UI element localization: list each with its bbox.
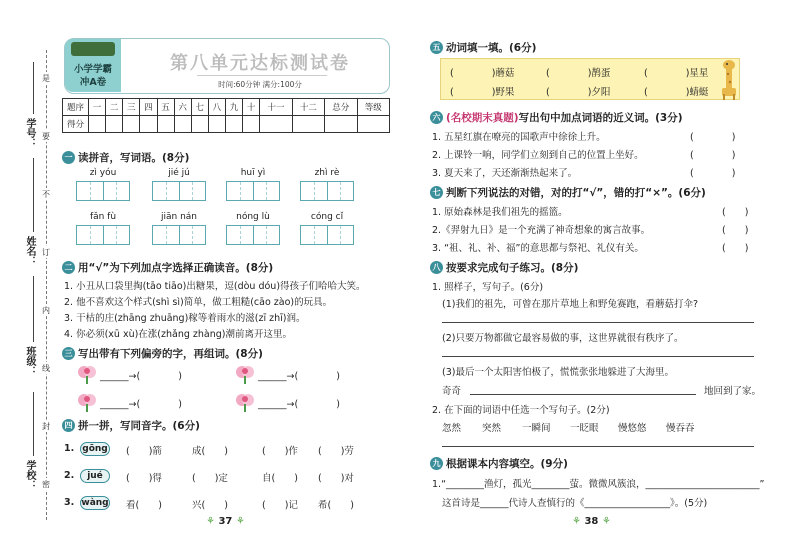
- pinyin: huī yì: [240, 168, 266, 178]
- question-item: 2.《羿射九日》是一个充满了神奇想象的寓言故事。: [432, 225, 651, 236]
- score-cell[interactable]: [243, 116, 260, 133]
- answer-line[interactable]: [442, 356, 754, 357]
- word-option: 突然: [482, 423, 502, 434]
- section-number-icon: 八: [430, 261, 443, 274]
- question-item: 1. 原始森林是我们祖先的摇篮。: [432, 207, 568, 218]
- answer-blank[interactable]: ( ): [690, 132, 736, 143]
- verb-blank[interactable]: ( )蜻蜓: [644, 87, 709, 98]
- table-cell: 题序: [63, 99, 89, 116]
- row-number: 3.: [64, 497, 75, 508]
- fold-mark: 内: [41, 306, 51, 314]
- pinyin: jiān nán: [160, 212, 197, 222]
- fold-mark: 密: [41, 480, 51, 488]
- question-item: 1. 五星红旗在嘹亮的国歌声中徐徐上升。: [432, 132, 606, 143]
- score-cell[interactable]: [208, 116, 225, 133]
- section-8-heading: [430, 260, 578, 275]
- score-cell[interactable]: [191, 116, 208, 133]
- radical-flower-icon: [234, 364, 256, 384]
- radical-flower-icon: [76, 364, 98, 384]
- section-number-icon: 二: [62, 261, 75, 274]
- writing-grid[interactable]: [300, 225, 354, 245]
- poem-fill-line[interactable]: 这首诗是______代诗人查慎行的《__________________》。(5分): [442, 498, 708, 509]
- homophone-item[interactable]: 自( ): [262, 473, 298, 484]
- brand-tag: [65, 39, 121, 92]
- sprout-icon: ⚘: [206, 516, 215, 527]
- radical-flower-icon: [234, 392, 256, 412]
- writing-grid[interactable]: [76, 225, 130, 245]
- score-cell[interactable]: [106, 116, 123, 133]
- writing-grid[interactable]: [226, 225, 280, 245]
- question-item: 2. 上课铃一响，同学们立刻到自己的位置上坐好。: [432, 150, 644, 161]
- question-item: 3. 干枯的庄(zhāng zhuāng)稼等着雨水的滋(zī zhī)润。: [64, 313, 306, 324]
- page-title: 第八单元达标测试卷: [170, 53, 350, 74]
- poem-fill-line[interactable]: 1.“________渔灯，孤光________萤。微微风簇浪，________________________”: [432, 479, 765, 490]
- section-title: 根据课本内容填空。(9分): [446, 458, 568, 470]
- score-cell[interactable]: [123, 116, 140, 133]
- name-label: 姓名：: [24, 236, 35, 266]
- section-title: 用“√”为下列加点字选择正确读音。(8分): [78, 262, 274, 274]
- section-title: 判断下列说法的对错，对的打“√”，错的打“×”。(6分): [446, 187, 706, 199]
- verb-blank[interactable]: ( )夕阳: [546, 87, 611, 98]
- fold-line: [46, 50, 47, 520]
- word-option: 忽然: [442, 423, 462, 434]
- student-number-label: 学号：: [24, 118, 35, 148]
- section-number-icon: 三: [62, 347, 75, 360]
- homophone-item[interactable]: ( )劳: [318, 446, 354, 457]
- example-sentence: (1)我们的祖先，可曾在那片草地上和野兔赛跑，看蘑菇打伞?: [442, 299, 698, 310]
- section-title: 读拼音，写词语。(8分): [78, 152, 190, 164]
- score-cell[interactable]: [357, 116, 389, 133]
- section-2-heading: [62, 260, 273, 275]
- section-5-heading: [430, 40, 536, 55]
- row-number: 2.: [64, 470, 75, 481]
- score-cell[interactable]: [226, 116, 243, 133]
- homophone-item[interactable]: ( )作: [262, 446, 298, 457]
- class-field[interactable]: [33, 276, 34, 342]
- section-6-heading: [430, 110, 683, 125]
- judge-blank[interactable]: ( ): [722, 225, 749, 236]
- section-3-heading: [62, 346, 263, 361]
- answer-blank[interactable]: ( ): [690, 168, 736, 179]
- question-item: 1. 照样子，写句子。(6分): [432, 282, 544, 293]
- radical-flower-icon: [76, 392, 98, 412]
- fold-mark: 不: [41, 190, 51, 198]
- student-number-field[interactable]: [33, 62, 34, 114]
- pinyin: zì yóu: [89, 168, 117, 178]
- verb-blank[interactable]: ( )鹊蛋: [546, 68, 611, 79]
- answer-blank[interactable]: ( ): [690, 150, 736, 161]
- answer-line[interactable]: [470, 394, 696, 395]
- section-number-icon: 一: [62, 151, 75, 164]
- question-item: 3. “祖、礼、补、福”的意思都与祭祀、礼仪有关。: [432, 243, 644, 254]
- score-cell[interactable]: [89, 116, 106, 133]
- homophone-item[interactable]: 看( ): [126, 500, 162, 511]
- homophone-item[interactable]: ( )记: [262, 500, 298, 511]
- school-label: 学校：: [24, 460, 35, 490]
- word-option: 慢吞吞: [666, 423, 695, 434]
- table-cell: 等级: [357, 99, 389, 116]
- example-sentence: (3)最后一个太阳害怕极了，慌慌张张地躲进了大海里。: [442, 367, 674, 378]
- table-cell: 六: [174, 99, 191, 116]
- question-item: 2. 他不喜欢这个样式(shì sì)简单，做工粗糙(cāo zào)的玩具。: [64, 297, 333, 308]
- word-option: 一眨眼: [570, 423, 599, 434]
- verb-blank[interactable]: ( )野果: [450, 87, 515, 98]
- sprout-icon: ⚘: [235, 516, 245, 527]
- radical-blank[interactable]: ______→( ): [100, 371, 182, 382]
- homophone-item[interactable]: ( )定: [192, 473, 228, 484]
- pinyin: zhì rè: [314, 168, 340, 178]
- section-number-icon: 九: [430, 457, 443, 470]
- fill-end: 地回到了家。: [704, 386, 762, 397]
- table-cell: 一: [89, 99, 106, 116]
- word-option: 慢悠悠: [618, 423, 647, 434]
- section-title: 动词填一填。(6分): [446, 42, 537, 54]
- table-cell: 二: [106, 99, 123, 116]
- table-cell: 八: [208, 99, 225, 116]
- row-number: 1.: [64, 443, 75, 454]
- homophone-item[interactable]: ( )对: [318, 473, 354, 484]
- writing-grid[interactable]: [152, 225, 206, 245]
- score-table-score-row: [63, 116, 390, 133]
- sprout-icon: ⚘: [572, 516, 581, 527]
- section-4-heading: [62, 418, 200, 433]
- title-divider: [197, 75, 327, 76]
- table-cell: 十: [243, 99, 260, 116]
- radical-blank[interactable]: ______→( ): [258, 371, 340, 382]
- table-cell: 七: [191, 99, 208, 116]
- brand-line2: 冲A卷: [79, 77, 107, 88]
- homophone-item[interactable]: ( )箭: [126, 446, 162, 457]
- table-cell: 三: [123, 99, 140, 116]
- score-cell[interactable]: [140, 116, 157, 133]
- writing-grid[interactable]: [152, 181, 206, 201]
- score-table: [62, 98, 390, 133]
- page-number-left: ⚘ 37 ⚘: [206, 516, 245, 527]
- judge-blank[interactable]: ( ): [722, 207, 749, 218]
- time-score-info: 时间:60分钟 满分:100分: [218, 80, 302, 89]
- fill-start: 奇奇: [442, 386, 462, 397]
- pinyin: nóng lù: [236, 212, 270, 222]
- section-title: 按要求完成句子练习。(8分): [446, 262, 579, 274]
- answer-line[interactable]: [442, 322, 754, 323]
- section-number-icon: 七: [430, 186, 443, 199]
- homophone-item[interactable]: 成( ): [192, 446, 228, 457]
- homophone-item[interactable]: 希( ): [318, 500, 354, 511]
- table-cell: 五: [157, 99, 174, 116]
- bus-logo-icon: [71, 42, 115, 56]
- word-option: 一瞬间: [522, 423, 551, 434]
- question-item: 3. 夏天来了，天还渐渐热起来了。: [432, 168, 578, 179]
- fold-mark: 要: [41, 132, 51, 140]
- section-title: 写出句中加点词语的近义词。(3分): [518, 112, 683, 124]
- score-cell[interactable]: [325, 116, 357, 133]
- class-label: 班级：: [24, 346, 35, 376]
- fold-mark: 封: [41, 422, 51, 430]
- table-cell: 总分: [325, 99, 357, 116]
- answer-line[interactable]: [442, 446, 754, 447]
- section-number-icon: 四: [62, 419, 75, 432]
- section-number-icon: 六: [430, 111, 443, 124]
- pinyin-badge: wàng: [81, 498, 109, 508]
- section-title: 写出带有下列偏旁的字，再组词。(8分): [78, 348, 263, 360]
- writing-grid[interactable]: [76, 181, 130, 201]
- binding-strip: [0, 0, 52, 549]
- score-cell[interactable]: [292, 116, 324, 133]
- fold-mark: 线: [41, 364, 51, 372]
- verb-blank[interactable]: ( )星星: [644, 68, 709, 79]
- question-item: 2. 在下面的词语中任选一个写句子。(2分): [432, 405, 610, 416]
- writing-grid[interactable]: [226, 181, 280, 201]
- radical-blank[interactable]: ______→( ): [100, 399, 182, 410]
- table-cell: 十二: [292, 99, 324, 116]
- pinyin: cóng cǐ: [310, 212, 344, 222]
- fold-mark: 订: [41, 248, 51, 256]
- judge-blank[interactable]: ( ): [722, 243, 749, 254]
- score-cell[interactable]: [174, 116, 191, 133]
- pinyin-badge: gōng: [80, 442, 110, 456]
- verb-blank[interactable]: ( )蘑菇: [450, 68, 515, 79]
- section-9-heading: [430, 456, 568, 471]
- test-header: [64, 38, 390, 94]
- pinyin: jié jú: [168, 168, 190, 178]
- name-field[interactable]: [33, 158, 34, 232]
- fold-mark: 是: [41, 74, 51, 82]
- score-table-header-row: [63, 99, 390, 116]
- radical-blank[interactable]: ______→( ): [258, 399, 340, 410]
- pinyin-badge: jué: [80, 469, 110, 483]
- giraffe-icon: [718, 58, 740, 100]
- example-sentence: (2)只要万物都做它最容易做的事，这世界就很有秩序了。: [442, 333, 684, 344]
- table-cell: 十一: [260, 99, 292, 116]
- homophone-item[interactable]: ( )得: [126, 473, 162, 484]
- brand-line1: 小学学霸: [73, 64, 112, 75]
- table-cell: 九: [226, 99, 243, 116]
- table-cell: 得分: [63, 116, 89, 133]
- exam-tag: (名校期末真题): [446, 112, 519, 124]
- score-cell[interactable]: [260, 116, 292, 133]
- table-cell: 四: [140, 99, 157, 116]
- section-title: 拼一拼，写同音字。(6分): [78, 420, 200, 432]
- question-item: 4. 你必须(xū xù)在涨(zhǎng zhàng)潮前离开这里。: [64, 329, 292, 340]
- sprout-icon: ⚘: [601, 516, 611, 527]
- pinyin: fǎn fù: [89, 212, 117, 222]
- homophone-item[interactable]: 兴( ): [192, 500, 228, 511]
- page-number-right: ⚘ 38 ⚘: [572, 516, 611, 527]
- writing-grid[interactable]: [300, 181, 354, 201]
- section-number-icon: 五: [430, 41, 443, 54]
- school-field[interactable]: [33, 392, 34, 456]
- section-1-heading: [62, 150, 189, 165]
- section-7-heading: [430, 185, 706, 200]
- score-cell[interactable]: [157, 116, 174, 133]
- question-item: 1. 小丑从口袋里掏(tāo tiāo)出糖果，逗(dòu dóu)得孩子们哈哈大笑。: [64, 281, 366, 292]
